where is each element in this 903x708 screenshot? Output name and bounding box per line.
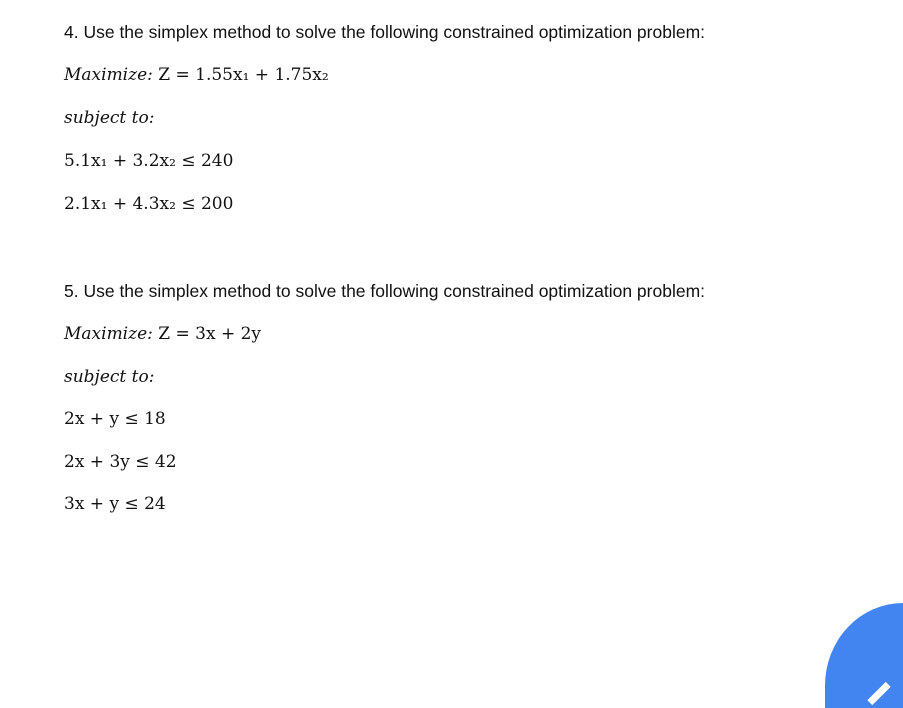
constraint: 2x + 3y ≤ 42 [64, 452, 177, 472]
subject-to-label: subject to: [64, 108, 155, 128]
objective-label: Maximize: [64, 65, 159, 85]
constraint: 3x + y ≤ 24 [64, 494, 166, 514]
objective-function [64, 65, 329, 85]
constraint: 2x + y ≤ 18 [64, 409, 166, 429]
constraint: 2.1x₁ + 4.3x₂ ≤ 200 [64, 194, 234, 214]
subject-to-label: subject to: [64, 367, 155, 387]
problem-heading: 4. Use the simplex method to solve the following constrained optimization problem: [64, 22, 706, 42]
objective-function [64, 324, 261, 344]
objective-expression: Z = 1.55x₁ + 1.75x₂ [158, 65, 329, 85]
problem-heading: 5. Use the simplex method to solve the following constrained optimization problem: [64, 281, 706, 301]
objective-label: Maximize: [64, 324, 159, 344]
objective-expression: Z = 3x + 2y [158, 324, 262, 344]
edit-fab-button[interactable] [825, 603, 903, 708]
constraint: 5.1x₁ + 3.2x₂ ≤ 240 [64, 151, 234, 171]
